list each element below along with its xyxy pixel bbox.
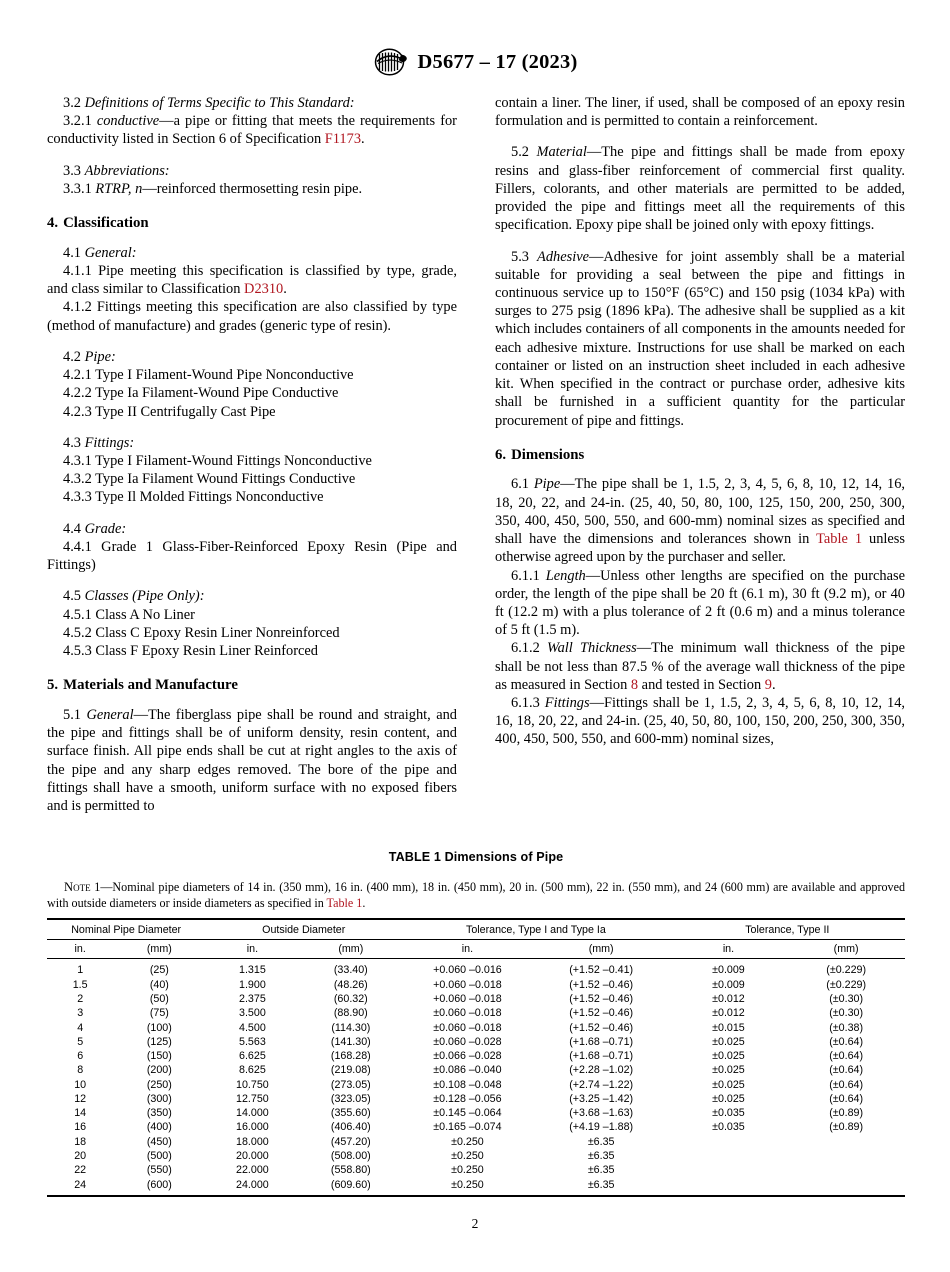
clause-paragraph	[47, 587, 457, 605]
text-run: 4.5.2 Class C Epoxy Resin Liner Nonreinforced	[63, 624, 340, 641]
table-cell	[787, 1135, 905, 1149]
table-unit-header: in.	[205, 940, 299, 959]
table-row	[47, 1078, 905, 1092]
text-run: .	[771, 676, 776, 693]
table-cell: (±0.64)	[829, 1092, 864, 1105]
table-cell: (40)	[149, 978, 169, 991]
table-cell: 1	[77, 964, 84, 977]
section-title: Dimensions	[511, 446, 585, 463]
clause-paragraph	[47, 244, 457, 262]
clause-paragraph	[495, 567, 905, 640]
text-run: .	[361, 131, 365, 148]
table-cell: (450)	[146, 1135, 172, 1148]
text-run: 4.5	[63, 588, 85, 605]
table-cell: 1.315	[239, 964, 266, 977]
cross-reference-link[interactable]: Table 1	[326, 895, 363, 910]
text-run: 4.2.2 Type Ia Filament-Wound Pipe Conductive	[63, 385, 339, 402]
text-run: 4.1.1 Pipe meeting this specification is classified by type, grade, and class similar to Classification	[47, 263, 457, 298]
text-run: 4.1	[63, 244, 85, 261]
table-cell	[670, 1177, 788, 1195]
table-cell	[787, 1163, 905, 1177]
text-run: 4.2	[63, 348, 85, 365]
table-row	[47, 992, 905, 1006]
table-cell: (75)	[149, 1007, 169, 1020]
table-cell: (+1.52 –0.46)	[569, 978, 634, 991]
paragraph-spacer	[47, 660, 457, 676]
italic-term: Wall Thickness	[546, 640, 637, 657]
table-cell: (50)	[149, 992, 169, 1005]
table-cell: 8	[77, 1064, 84, 1077]
table-cell: +0.060 –0.016	[433, 964, 502, 977]
italic-term: General	[86, 706, 134, 723]
table-cell: 22	[74, 1164, 87, 1177]
table-cell: ±0.250	[451, 1135, 484, 1148]
table-body	[47, 959, 905, 1196]
text-run: —The pipe shall be 1, 1.5, 2, 3, 4, 5, 6, 8, 10, 12, 14, 16, 18, 20, 22, and 24-in. (25, 40, 50, 80, 100, 125, 150, 200, 250, 300, 350, 400, 450, 500, 550, and 600-mm) nominal sizes as specified and shall have the dimensions and tolerances shown in	[495, 476, 906, 548]
text-run: —reinforced thermosetting resin pipe.	[142, 180, 363, 197]
text-run: —The pipe and fittings shall be made from epoxy resins and glass-fiber reinforcement of commercial first quality. Fillers, colorants, and other materials are permitted to be added, provided the pipe and fittings meet all the requirements of this specification. Epoxy pipe shall be joined only with epoxy fittings.	[495, 144, 905, 234]
paragraph-spacer	[47, 574, 457, 587]
cross-reference-link[interactable]: D2310	[244, 281, 284, 298]
italic-term: Pipe	[533, 476, 561, 493]
section-heading	[47, 214, 457, 233]
left-column	[47, 94, 457, 815]
table-cell: 4	[77, 1021, 84, 1034]
clause-item	[47, 642, 457, 660]
clause-item	[47, 470, 457, 488]
section-number: 5.	[47, 677, 59, 694]
clause-item	[47, 403, 457, 421]
section-number: 4.	[47, 215, 59, 232]
table-cell: (508.00)	[330, 1150, 371, 1163]
text-run: —Adhesive for joint assembly shall be a material suitable for providing a seal between the pipe and fittings in continuous service up to 150°F (65°C) and 150 psig (1034 kPa) with surges to 275 psig (1896 kPa). The adhesive shall be supplied as a kit which includes containers of all components in the amounts needed for each adhesive mixture. Instructions for use shall be marked on each container or listed on an instruction sheet included in each adhesive kit. When specified in the contract or purchase order, adhesive kits shall be furnished in a sufficient quantity for the particular procurement of pipe and fittings.	[495, 248, 905, 429]
table-1-dimensions-of-pipe	[47, 918, 905, 1196]
table-cell: ±0.012	[712, 992, 745, 1005]
table-bottom-rule	[47, 1196, 905, 1197]
italic-term: RTRP, n	[95, 180, 143, 197]
paragraph-spacer	[47, 507, 457, 520]
clause-paragraph	[495, 639, 905, 694]
table-row	[47, 1049, 905, 1063]
text-run: 3.2	[63, 95, 85, 111]
table-cell: 8.625	[239, 1064, 266, 1077]
table-cell: (550)	[146, 1164, 172, 1177]
text-run: 3.2.1	[63, 113, 97, 130]
table-cell: ±0.025	[712, 1078, 745, 1091]
table-cell: 3.500	[239, 1007, 266, 1020]
table-cell: (+3.25 –1.42)	[569, 1092, 634, 1105]
paragraph-spacer	[495, 464, 905, 475]
table-unit-header: (mm)	[113, 940, 205, 959]
table-cell: (250)	[146, 1078, 172, 1091]
text-run: .	[283, 281, 287, 298]
table-cell: ±6.35	[587, 1178, 615, 1191]
clause-paragraph	[495, 248, 905, 430]
table-cell: 12	[74, 1092, 87, 1105]
table-cell: ±6.35	[587, 1164, 615, 1177]
table-1-title: TABLE 1 Dimensions of Pipe	[388, 850, 564, 864]
clause-paragraph	[47, 298, 457, 334]
clause-item	[47, 606, 457, 624]
table-cell: ±0.128 –0.056	[433, 1092, 502, 1105]
clause-paragraph	[47, 520, 457, 538]
table-cell: (60.32)	[333, 992, 368, 1005]
table-cell: (33.40)	[333, 964, 368, 977]
table-cell: 12.750	[236, 1092, 269, 1105]
text-run: 4.5.1 Class A No Liner	[63, 606, 195, 623]
paragraph-spacer	[47, 421, 457, 434]
text-run: —a pipe or fitting that meets the requirements for conductivity listed in Section 6 of Specification	[47, 113, 457, 148]
table-cell: 22.000	[236, 1164, 269, 1177]
text-run: —The minimum wall thickness of the pipe shall be not less than 87.5 % of the average wall thickness of the pipe as measured in Section	[495, 640, 905, 693]
table-cell: (406.40)	[330, 1121, 371, 1134]
table-cell: ±0.066 –0.028	[433, 1050, 502, 1063]
text-run: 4.3.2 Type Ia Filament Wound Fittings Conductive	[63, 471, 356, 488]
table-cell: 5	[77, 1035, 84, 1048]
text-run: .	[362, 895, 366, 910]
table-cell: 3	[77, 1007, 84, 1020]
table-cell: 14	[74, 1107, 87, 1120]
table-cell: (+2.28 –1.02)	[569, 1064, 634, 1077]
text-run: 6.1.1	[511, 567, 546, 584]
table-cell	[670, 1163, 788, 1177]
text-run: —The fiberglass pipe shall be round and straight, and the pipe and fittings shall be of uniform density, resin content, and surface finish. All pipe ends shall be cut at right angles to the axis of the pipe and any sharp edges removed. The bore of the pipe and fittings shall have a smooth, uniform surface with no exposed fibers and is permitted to	[47, 706, 457, 814]
table-cell: (168.28)	[330, 1050, 371, 1063]
text-run: 4.1.2 Fittings meeting this specification are also classified by type (method of manufacture) and grades (generic type of resin).	[47, 299, 457, 334]
clause-paragraph	[47, 538, 457, 574]
table-cell: 20.000	[236, 1150, 269, 1163]
table-cell: ±0.025	[712, 1050, 745, 1063]
table-cell: (+1.68 –0.71)	[569, 1050, 634, 1063]
table-cell	[670, 1149, 788, 1163]
clause-item	[47, 384, 457, 402]
table-cell: ±0.015	[712, 1021, 745, 1034]
italic-term: Pipe:	[84, 348, 116, 365]
table-cell: (+1.52 –0.41)	[569, 964, 634, 977]
table-cell: (±0.30)	[829, 1007, 864, 1020]
text-run: 5.1	[63, 706, 87, 723]
section-title: Materials and Manufacture	[63, 677, 238, 694]
table-cell: 6	[77, 1050, 84, 1063]
table-cell: (457.20)	[330, 1135, 371, 1148]
table-cell: ±0.035	[712, 1107, 745, 1120]
table-cell: 2	[77, 992, 84, 1005]
clause-item	[47, 452, 457, 470]
paragraph-spacer	[47, 198, 457, 214]
table-cell: (500)	[146, 1150, 172, 1163]
italic-term: Material	[536, 144, 587, 161]
italic-term: General:	[84, 244, 137, 261]
table-cell: 1.5	[72, 978, 88, 991]
table-row	[47, 1120, 905, 1134]
table-cell	[787, 1177, 905, 1195]
table-cell: (300)	[146, 1092, 172, 1105]
table-cell: (350)	[146, 1107, 172, 1120]
table-cell: +0.060 –0.018	[433, 978, 502, 991]
text-run: unless otherwise agreed upon by the purchaser and seller.	[495, 531, 906, 566]
table-cell: (+1.52 –0.46)	[569, 992, 634, 1005]
clause-paragraph	[495, 475, 905, 566]
table-cell: (600)	[146, 1178, 172, 1191]
table-cell: (+1.52 –0.46)	[569, 1021, 634, 1034]
table-group-header: Nominal Pipe Diameter	[47, 919, 205, 939]
text-run: 6.1.3	[511, 695, 545, 712]
table-cell: 24.000	[236, 1178, 269, 1191]
table-cell: 18	[74, 1135, 87, 1148]
table-cell: (400)	[146, 1121, 172, 1134]
table-row	[47, 1163, 905, 1177]
table-cell: (+1.52 –0.46)	[569, 1007, 634, 1020]
table-cell: ±0.250	[451, 1178, 484, 1191]
paragraph-spacer	[495, 130, 905, 143]
paragraph-spacer	[47, 149, 457, 162]
table-group-header: Outside Diameter	[205, 919, 402, 939]
clause-paragraph	[495, 143, 905, 234]
clause-item	[47, 488, 457, 506]
table-cell: 5.563	[239, 1035, 266, 1048]
table-cell: 18.000	[236, 1135, 269, 1148]
table-cell: 16.000	[236, 1121, 269, 1134]
table-cell: (±0.89)	[829, 1107, 864, 1120]
text-run: 3.3	[63, 162, 85, 179]
table-row	[47, 1063, 905, 1077]
table-cell: 14.000	[236, 1107, 269, 1120]
table-unit-header: (mm)	[787, 940, 905, 959]
clause-paragraph	[47, 162, 457, 180]
table-cell: (88.90)	[333, 1007, 368, 1020]
text-run: 1—Nominal pipe diameters of 14 in. (350 mm), 16 in. (400 mm), 18 in. (450 mm), 20 in. (500 mm), 22 in. (550 mm), and 24 (600 mm) are available and approved with outside diameters or inside diameters as specified in	[47, 880, 905, 910]
text-run: 4.2.1 Type I Filament-Wound Pipe Nonconductive	[63, 367, 354, 384]
table-unit-header: in.	[670, 940, 788, 959]
italic-term: Adhesive	[537, 248, 589, 265]
table-unit-header: in.	[402, 940, 533, 959]
clause-item	[47, 624, 457, 642]
section-title: Classification	[63, 215, 149, 232]
table-cell: ±0.009	[712, 964, 745, 977]
table-cell: (150)	[146, 1050, 172, 1063]
text-run: and tested in Section	[638, 676, 765, 693]
italic-term: Fittings:	[84, 434, 135, 451]
table-cell: (±0.64)	[829, 1050, 864, 1063]
table-row	[47, 1149, 905, 1163]
text-run: 6.1	[511, 476, 534, 493]
table-cell: (±0.89)	[829, 1121, 864, 1134]
body-columns	[47, 94, 905, 815]
table-cell: ±0.025	[712, 1092, 745, 1105]
table-cell: (±0.30)	[829, 992, 864, 1005]
table-cell: ±0.009	[712, 978, 745, 991]
astm-logo-icon	[373, 48, 409, 76]
clause-paragraph	[47, 706, 457, 815]
clause-paragraph	[495, 694, 905, 749]
text-run: 6.1.2	[511, 640, 547, 657]
clause-paragraph	[47, 434, 457, 452]
table-cell: ±0.060 –0.028	[433, 1035, 502, 1048]
table-cell: ±0.086 –0.040	[433, 1064, 502, 1077]
text-run: 4.2.3 Type II Centrifugally Cast Pipe	[63, 403, 276, 420]
table-cell: ±0.108 –0.048	[433, 1078, 502, 1091]
italic-term: Definitions of Terms Specific to This Standard:	[84, 95, 355, 111]
table-group-header-row	[47, 919, 905, 939]
text-run: 4.4	[63, 520, 85, 537]
paragraph-spacer	[495, 235, 905, 248]
table-cell: (114.30)	[331, 1021, 371, 1034]
text-run: 5.2	[511, 144, 537, 161]
table-cell: ±0.035	[712, 1121, 745, 1134]
clause-item	[47, 366, 457, 384]
italic-term: Length	[545, 567, 586, 584]
table-cell: ±6.35	[587, 1135, 615, 1148]
table-cell: +0.060 –0.018	[433, 992, 502, 1005]
table-cell: 2.375	[239, 992, 266, 1005]
table-cell: (+4.19 –1.88)	[569, 1121, 634, 1134]
table-row	[47, 978, 905, 992]
table-cell: (200)	[146, 1064, 172, 1077]
text-run: 4.3.3 Type Il Molded Fittings Nonconductive	[63, 489, 324, 506]
table-row	[47, 1035, 905, 1049]
clause-paragraph	[47, 180, 457, 198]
table-cell: (609.60)	[330, 1178, 371, 1191]
table-cell: (+3.68 –1.63)	[569, 1107, 634, 1120]
table-cell: 20	[74, 1150, 87, 1163]
cross-reference-link[interactable]: Table 1	[816, 531, 863, 548]
page-footer	[0, 1216, 950, 1232]
table-cell: (323.05)	[330, 1092, 371, 1105]
paragraph-spacer	[47, 233, 457, 244]
table-cell: (+2.74 –1.22)	[569, 1078, 634, 1091]
table-group-header: Tolerance, Type I and Type Ia	[402, 919, 669, 939]
table-cell: ±0.060 –0.018	[433, 1021, 502, 1034]
section-number: 6.	[495, 446, 507, 463]
paragraph-spacer	[495, 430, 905, 446]
text-run: 3.3.1	[63, 180, 96, 197]
clause-paragraph	[47, 112, 457, 148]
table-row	[47, 1177, 905, 1195]
table-row	[47, 1020, 905, 1034]
table-cell: 24	[74, 1178, 87, 1191]
table-cell: ±0.250	[451, 1164, 484, 1177]
table-cell: (25)	[149, 964, 169, 977]
text-run: contain a liner. The liner, if used, shall be composed of an epoxy resin formulation and is permitted to contain a reinforcement.	[495, 95, 905, 130]
table-cell: (±0.64)	[829, 1064, 864, 1077]
table-cell: (±0.229)	[826, 964, 867, 977]
table-cell: ±0.025	[712, 1064, 745, 1077]
table-cell: ±0.145 –0.064	[433, 1107, 502, 1120]
table-cell: 1.900	[239, 978, 266, 991]
table-cell: 10.750	[236, 1078, 269, 1091]
table-row	[47, 1092, 905, 1106]
table-row	[47, 959, 905, 978]
text-run: 5.3	[511, 248, 538, 265]
table-cell: (141.30)	[330, 1035, 371, 1048]
clause-paragraph	[495, 94, 905, 130]
table-unit-header: (mm)	[533, 940, 670, 959]
table-cell: (125)	[146, 1035, 172, 1048]
table-cell: ±0.012	[712, 1007, 745, 1020]
clause-paragraph	[47, 94, 457, 112]
table-cell: (+1.68 –0.71)	[569, 1035, 634, 1048]
table-cell: (355.60)	[330, 1107, 371, 1120]
table-cell: (±0.64)	[829, 1078, 864, 1091]
table-cell: 4.500	[239, 1021, 266, 1034]
page-number: 2	[471, 1216, 479, 1231]
table-cell: 16	[74, 1121, 87, 1134]
table-cell: (219.08)	[330, 1064, 371, 1077]
table-cell: (48.26)	[333, 978, 368, 991]
table-unit-header: (mm)	[299, 940, 402, 959]
cross-reference-link[interactable]: 9	[764, 676, 772, 693]
text-run: —Fittings shall be 1, 1.5, 2, 3, 4, 5, 6, 8, 10, 12, 14, 16, 18, 20, 22, and 24-in. (25, 40, 50, 80, 100, 150, 200, 250, 300, 350, 400, 450, 500, 550, and 600-mm) nominal sizes,	[495, 695, 905, 748]
note-label: Note	[64, 880, 91, 894]
table-cell: (273.05)	[330, 1078, 371, 1091]
italic-term: Abbreviations:	[84, 162, 170, 179]
cross-reference-link[interactable]: 8	[630, 676, 639, 693]
table-1-note	[47, 880, 905, 911]
table-cell: ±0.060 –0.018	[433, 1007, 502, 1020]
table-unit-header: in.	[47, 940, 113, 959]
section-heading	[495, 446, 905, 465]
table-cell: ±0.250	[451, 1150, 484, 1163]
cross-reference-link[interactable]: F1173	[324, 131, 362, 148]
right-column	[495, 94, 905, 815]
table-cell: ±0.165 –0.074	[433, 1121, 502, 1134]
italic-term: Classes (Pipe Only):	[84, 588, 205, 605]
paragraph-spacer	[47, 695, 457, 706]
table-unit-header-row	[47, 940, 905, 959]
table-cell: (558.80)	[330, 1164, 371, 1177]
text-run: 4.4.1 Grade 1 Glass-Fiber-Reinforced Epoxy Resin (Pipe and Fittings)	[47, 538, 457, 574]
paragraph-spacer	[47, 335, 457, 348]
table-cell: ±0.025	[712, 1035, 745, 1048]
italic-term: Grade:	[84, 520, 127, 537]
clause-paragraph	[47, 262, 457, 298]
table-cell: 6.625	[239, 1050, 266, 1063]
table-cell: (100)	[146, 1021, 172, 1034]
italic-term: conductive	[96, 113, 160, 130]
table-group-header: Tolerance, Type II	[670, 919, 905, 939]
italic-term: Fittings	[544, 695, 590, 712]
page-header	[0, 48, 950, 76]
table-cell: (±0.229)	[826, 978, 867, 991]
table-1-block	[47, 850, 905, 1197]
table-cell: (±0.38)	[829, 1021, 864, 1034]
table-cell: (±0.64)	[829, 1035, 864, 1048]
clause-paragraph	[47, 348, 457, 366]
table-cell	[670, 1135, 788, 1149]
table-cell: ±6.35	[587, 1150, 615, 1163]
table-cell: 10	[74, 1078, 87, 1091]
table-row	[47, 1106, 905, 1120]
section-heading	[47, 676, 457, 695]
text-run: 4.3	[63, 434, 85, 451]
document-designation: D5677 – 17 (2023)	[417, 50, 578, 73]
text-run: —Unless other lengths are specified on the purchase order, the length of the pipe shall be 20 ft (6.1 m), 30 ft (9.2 m), or 40 ft (12.2 m) with a plus tolerance of 2 ft (0.6 m) and a minus tolerance of 5 ft (1.5 m).	[495, 567, 905, 639]
text-run: 4.3.1 Type I Filament-Wound Fittings Nonconductive	[63, 452, 372, 469]
text-run: 4.5.3 Class F Epoxy Resin Liner Reinforced	[63, 642, 318, 659]
table-cell	[787, 1149, 905, 1163]
table-row	[47, 1006, 905, 1020]
table-row	[47, 1135, 905, 1149]
